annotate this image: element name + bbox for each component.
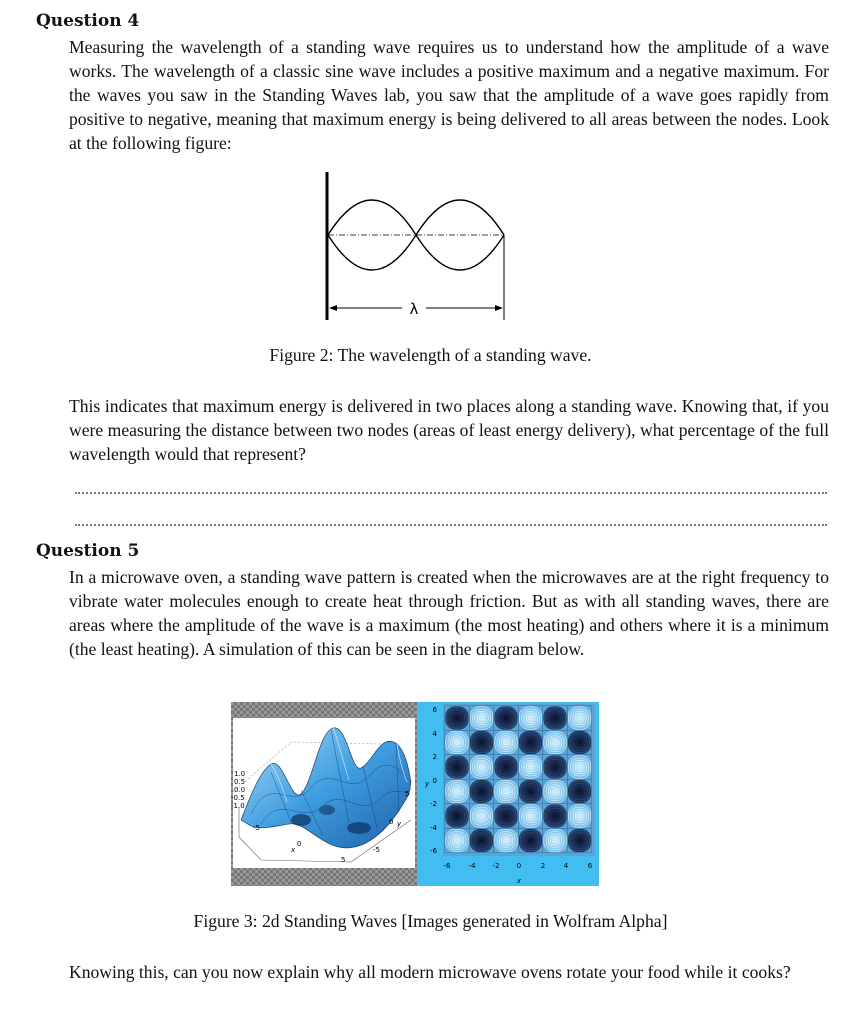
contour-maximum bbox=[445, 730, 470, 755]
contour-maximum bbox=[445, 779, 470, 804]
contour-cells bbox=[445, 706, 592, 853]
cx-tick-2: -2 bbox=[492, 862, 500, 870]
question-4-title: Question 4 bbox=[36, 11, 140, 31]
contour-minimum bbox=[567, 828, 592, 853]
standing-wave-figure bbox=[318, 168, 518, 324]
contour-maximum bbox=[445, 828, 470, 853]
y-tick-2: -5 bbox=[373, 846, 380, 854]
cy-tick-3: 0 bbox=[432, 777, 437, 785]
contour-minimum bbox=[494, 706, 519, 731]
contour-maximum bbox=[567, 755, 592, 780]
y-tick-0: 5 bbox=[405, 790, 410, 798]
contour-minimum bbox=[543, 804, 568, 829]
question-4-followup: This indicates that maximum energy is delivered in two places along a standing wave. Knowing that, if you were measuring the distance between two nodes (areas of least energy delivery), what percentage of the full wavelength would that represent? bbox=[69, 396, 829, 464]
figure-3-caption: Figure 3: 2d Standing Waves [Images generated in Wolfram Alpha] bbox=[193, 911, 668, 931]
contour-maximum bbox=[518, 706, 543, 731]
question-5-question: Knowing this, can you now explain why all modern microwave ovens rotate your food while it cooks? bbox=[69, 962, 791, 982]
contour-minimum bbox=[518, 779, 543, 804]
contour-minimum bbox=[567, 779, 592, 804]
contour-minimum bbox=[494, 755, 519, 780]
cy-tick-2: 2 bbox=[432, 753, 437, 761]
contour-x-label: x bbox=[516, 877, 522, 885]
y-axis-label: y bbox=[397, 820, 402, 828]
question-4-intro: Measuring the wavelength of a standing wave requires us to understand how the amplitude of a wave works. The wavelength of a classic sine wave includes a positive maximum and a negative maximum. For the waves you saw in the Standing Waves lab, you saw that the amplitude of a wave goes rapidly from positive to negative, meaning that maximum energy is being delivered to all areas between the nodes. Look at the following figure: bbox=[69, 37, 829, 153]
contour-minimum bbox=[494, 804, 519, 829]
cy-tick-5: -4 bbox=[430, 824, 437, 832]
x-tick-2: 5 bbox=[341, 856, 346, 864]
contour-minimum bbox=[518, 828, 543, 853]
y-tick-1: 0 bbox=[389, 818, 394, 826]
cx-tick-6: 6 bbox=[587, 862, 593, 870]
contour-minimum bbox=[445, 706, 470, 731]
z-tick-3: -0.5 bbox=[231, 794, 245, 802]
contour-minimum bbox=[445, 804, 470, 829]
contour-maximum bbox=[494, 779, 519, 804]
contour-minimum bbox=[543, 755, 568, 780]
contour-minimum bbox=[567, 730, 592, 755]
z-tick-0: 1.0 bbox=[234, 770, 246, 778]
contour-plot bbox=[417, 702, 599, 886]
contour-maximum bbox=[494, 828, 519, 853]
contour-minimum bbox=[543, 706, 568, 731]
x-tick-1: 0 bbox=[297, 840, 302, 848]
cy-tick-1: 4 bbox=[432, 730, 437, 738]
contour-maximum bbox=[469, 755, 494, 780]
contour-maximum bbox=[469, 706, 494, 731]
contour-minimum bbox=[518, 730, 543, 755]
contour-minimum bbox=[469, 828, 494, 853]
lambda-symbol: λ bbox=[409, 300, 419, 318]
surface-plot-3d bbox=[231, 702, 417, 886]
contour-maximum bbox=[567, 804, 592, 829]
contour-maximum bbox=[469, 804, 494, 829]
answer-line-2[interactable] bbox=[75, 524, 827, 526]
cy-tick-6: -6 bbox=[430, 847, 437, 855]
cx-tick-4: 2 bbox=[540, 862, 546, 870]
contour-y-label: y bbox=[425, 780, 430, 788]
contour-maximum bbox=[543, 730, 568, 755]
x-axis-label: x bbox=[291, 846, 296, 854]
contour-maximum bbox=[543, 828, 568, 853]
contour-minimum bbox=[469, 730, 494, 755]
z-tick-2: 0.0 bbox=[234, 786, 246, 794]
contour-maximum bbox=[518, 804, 543, 829]
cx-tick-3: 0 bbox=[516, 862, 522, 870]
z-tick-4: -1.0 bbox=[231, 802, 245, 810]
x-tick-0: -5 bbox=[253, 824, 260, 832]
z-tick-1: 0.5 bbox=[234, 778, 246, 786]
contour-minimum bbox=[469, 779, 494, 804]
contour-maximum bbox=[494, 730, 519, 755]
question-5-intro: In a microwave oven, a standing wave pattern is created when the microwaves are at the right frequency to vibrate water molecules enough to create heat through friction. But as with all standing waves, there are areas where the amplitude of the wave is a maximum (the most heating) and others where it is a minimum (the least heating). A simulation of this can be seen in the diagram below. bbox=[69, 567, 829, 659]
cx-tick-0: -6 bbox=[443, 862, 451, 870]
contour-maximum bbox=[518, 755, 543, 780]
cy-tick-0: 6 bbox=[432, 706, 437, 714]
contour-maximum bbox=[567, 706, 592, 731]
figure-2-caption: Figure 2: The wavelength of a standing wave. bbox=[269, 345, 592, 365]
cx-tick-5: 4 bbox=[563, 862, 569, 870]
contour-maximum bbox=[543, 779, 568, 804]
cy-tick-4: -2 bbox=[430, 800, 437, 808]
answer-line-1[interactable] bbox=[75, 492, 827, 494]
contour-minimum bbox=[445, 755, 470, 780]
question-5-title: Question 5 bbox=[36, 541, 140, 561]
cx-tick-1: -4 bbox=[468, 862, 476, 870]
